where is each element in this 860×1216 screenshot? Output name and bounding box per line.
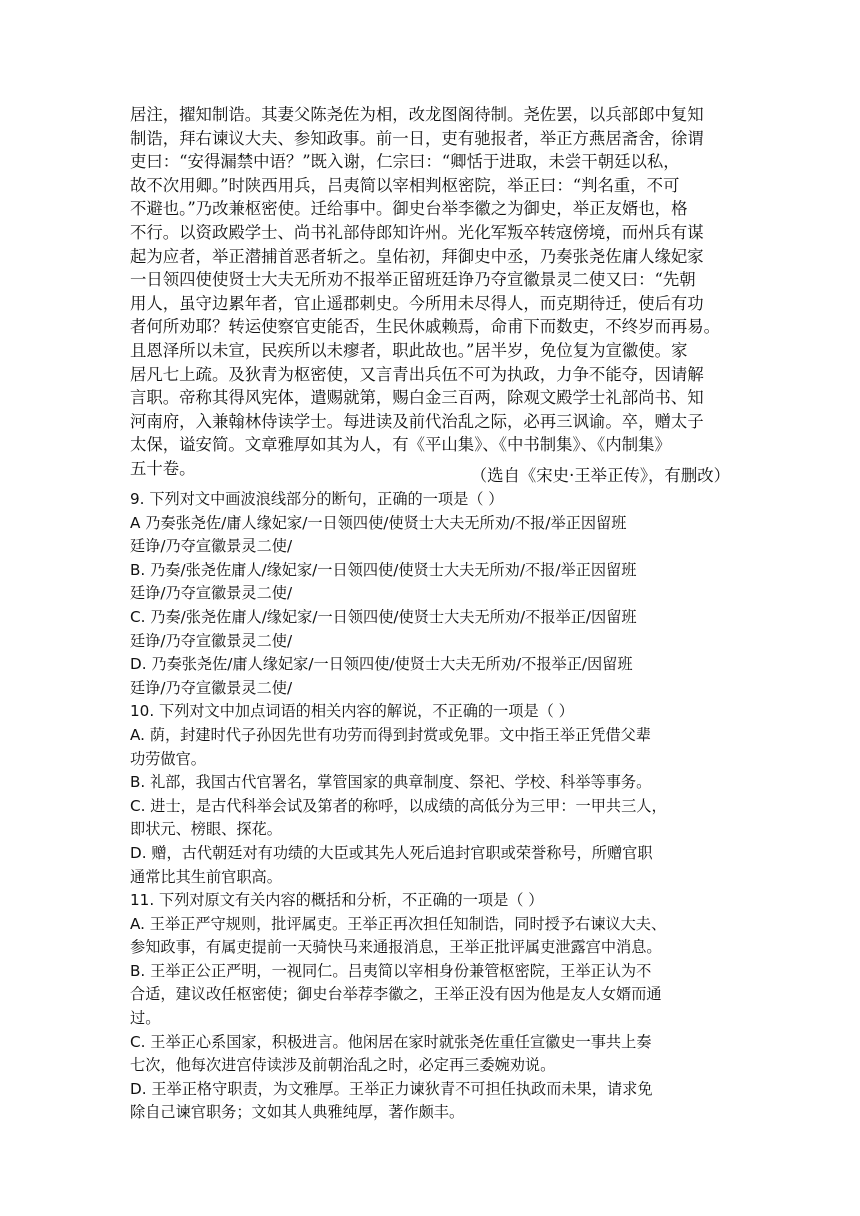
option-line: 廷诤/乃夺宣徽景灵二使/: [130, 631, 293, 650]
passage-line: 言职。帝称其得风宪体，遣赐就第，赐白金三百两，除观文殿学士礼部尚书、知: [130, 388, 704, 408]
option-line: 参知政事，有属吏提前一天骑快马来通报消息，王举正批评属吏泄露宫中消息。: [130, 938, 662, 957]
option-line: 廷诤/乃夺宣徽景灵二使/: [130, 678, 293, 697]
passage-line: 吏曰：“安得漏禁中语？”既入谢，仁宗曰：“卿恬于进取，未尝干朝廷以私，: [130, 152, 680, 172]
option-line: 廷诤/乃夺宣徽景灵二使/: [130, 584, 293, 603]
passage-line: 不避也。”乃改兼枢密使。迁给事中。御史台举李徽之为御史，举正友婿也，格: [130, 199, 688, 219]
passage-line: 五十卷。: [130, 458, 196, 478]
option-line: D. 王举正格守职责，为文雅厚。王举正力谏狄青不可担任执政而未果，请求免: [130, 1079, 653, 1098]
passage-line: 河南府，入兼翰林侍读学士。每进读及前代治乱之际，必再三讽谕。卒，赠太子: [130, 411, 704, 431]
option-line: A. 荫，封建时代子孙因先世有功劳而得到封赏或免罪。文中指王举正凭借父辈: [130, 725, 651, 744]
option-line: D. 乃奏张尧佐/庸人缘妃家/一日领四使/使贤士大夫无所劝/不报举正/因留班: [130, 655, 633, 674]
passage-line: 一日领四使使贤士大夫无所劝不报举正留班廷诤乃夺宣徽景灵二使又曰：“先朝: [130, 270, 696, 290]
passage-line: 不行。以资政殿学士、尚书礼部侍郎知许州。光化军叛卒转寇傍境，而州兵有谋: [130, 222, 704, 242]
passage-line: 且恩泽所以未宣，民疾所以未瘳者，职此故也。”居半岁，免位复为宣徽使。家: [130, 340, 688, 360]
option-line: D. 赠，古代朝廷对有功绩的大臣或其先人死后追封官职或荣誉称号，所赠官职: [130, 843, 653, 862]
option-line: B. 王举正公正严明，一视同仁。吕夷简以宰相身份兼管枢密院，王举正认为不: [130, 961, 652, 980]
option-line: 功劳做官。: [130, 749, 206, 768]
questions-section: [130, 488, 730, 1125]
option-line: 廷诤/乃夺宣徽景灵二使/: [130, 537, 293, 556]
option-line: B. 礼部，我国古代官署名，掌管国家的典章制度、祭祀、学校、科举等事务。: [130, 773, 652, 792]
option-line: B. 乃奏/张尧佐庸人/缘妃家/一日领四使/使贤士大夫无所劝/不报/举正因留班: [130, 560, 637, 579]
passage-line: 居凡七上疏。及狄青为枢密使，又言青出兵伍不可为执政，力争不能夺，因请解: [130, 364, 704, 384]
option-line: A. 王举正严守规则，批评属吏。王举正再次担任知制诰，同时授予右谏议大夫、: [130, 914, 667, 933]
option-line: 除自己谏官职务；文如其人典雅纯厚，著作颇丰。: [130, 1103, 465, 1122]
source-citation: （选自《宋史·王举正传》，有删改）: [470, 466, 730, 485]
passage-line: 用人，虽守边累年者，官止遥郡刺史。今所用未尽得人，而克期待迁，使后有功: [130, 293, 704, 313]
passage-line: 制诰，拜右谏议大夫、参知政事。前一日，吏有驰报者，举正方燕居斋舍，徐谓: [130, 128, 704, 148]
passage-line: 居注，擢知制诰。其妻父陈尧佐为相，改龙图阁待制。尧佐罢，以兵部郎中复知: [130, 105, 704, 124]
option-line: 七次，他每次进宫侍读涉及前朝治乱之时，必定再三委婉劝说。: [130, 1056, 556, 1075]
passage-line: 故不次用卿。”时陕西用兵，吕夷简以宰相判枢密院，举正曰：“判名重，不可: [130, 175, 680, 195]
passage-line: 起为应者，举正潜捕首恶者斩之。皇佑初，拜御史中丞，乃奏张尧佐庸人缘妃家: [130, 246, 704, 266]
classical-passage: [130, 103, 730, 481]
question-line: 10. 下列对文中加点词语的相关内容的解说，不正确的一项是（ ）: [130, 702, 574, 721]
option-line: 过。: [130, 1009, 161, 1028]
passage-line: 者何所劝耶？转运使察官吏能否，生民休戚赖焉，命甫下而数吏，不终岁而再易。: [130, 317, 721, 337]
option-line: 通常比其生前官职高。: [130, 867, 282, 886]
option-line: C. 王举正心系国家，积极进言。他闲居在家时就张尧佐重任宣徽史一事共上奏: [130, 1032, 652, 1051]
option-line: C. 进士，是古代科举会试及第者的称呼，以成绩的高低分为三甲：一甲共三人，: [130, 796, 667, 815]
question-line: 9. 下列对文中画波浪线部分的断句，正确的一项是（ ）: [130, 490, 504, 508]
option-line: A 乃奏张尧佐/庸人缘妃家/一日领四使/使贤士大夫无所劝/不报/举正因留班: [130, 513, 627, 532]
passage-line: 太保，谥安简。文章雅厚如其为人，有《平山集》、《中书制集》、《内制集》: [130, 435, 671, 455]
option-line: 即状元、榜眼、探花。: [130, 820, 282, 839]
option-line: 合适，建议改任枢密使；御史台举荐李徽之，王举正没有因为他是友人女婿而通: [130, 985, 662, 1004]
question-line: 11. 下列对原文有关内容的概括和分析，不正确的一项是（ ）: [130, 891, 544, 910]
option-line: C. 乃奏/张尧佐庸人/缘妃家/一日领四使/使贤士大夫无所劝/不报举正/因留班: [130, 607, 637, 626]
